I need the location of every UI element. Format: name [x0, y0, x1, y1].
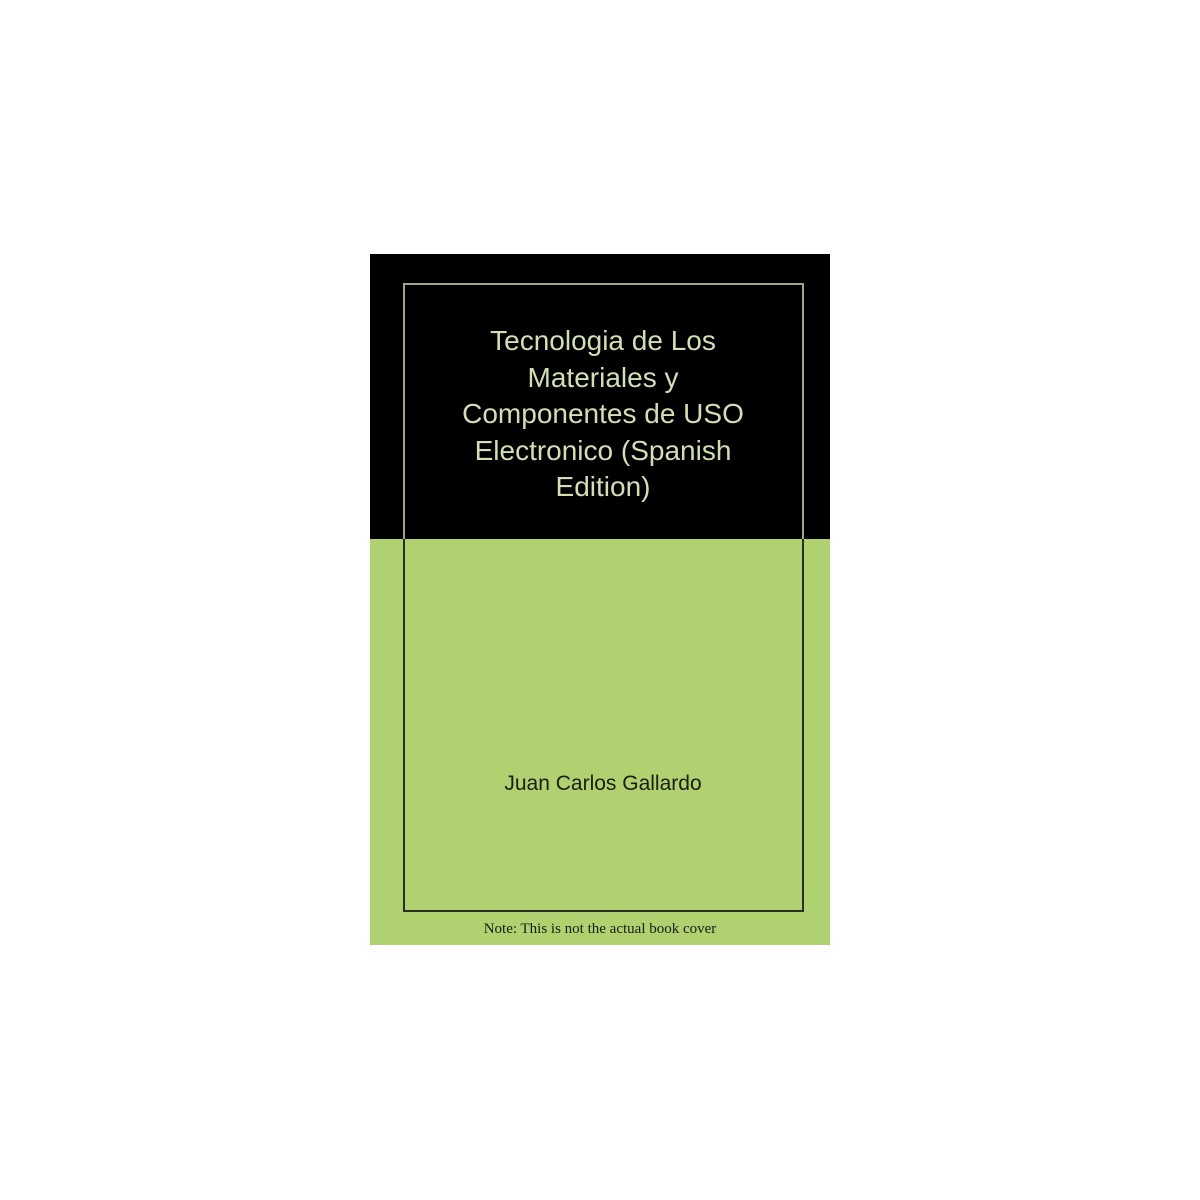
book-title-line: Edition) [555, 471, 651, 502]
cover-note: Note: This is not the actual book cover [483, 921, 717, 937]
book-title-line: Materiales y [527, 361, 679, 393]
book-title [410, 323, 796, 506]
book-title-line: Tecnologia de Los [490, 325, 716, 356]
book-author: Juan Carlos Gallardo [504, 772, 702, 795]
book-title-line: Componentes de USO [462, 398, 744, 429]
cover-frame-bottom [403, 539, 804, 912]
book-cover [370, 254, 830, 945]
book-title-line: Electronico (Spanish [474, 434, 732, 466]
